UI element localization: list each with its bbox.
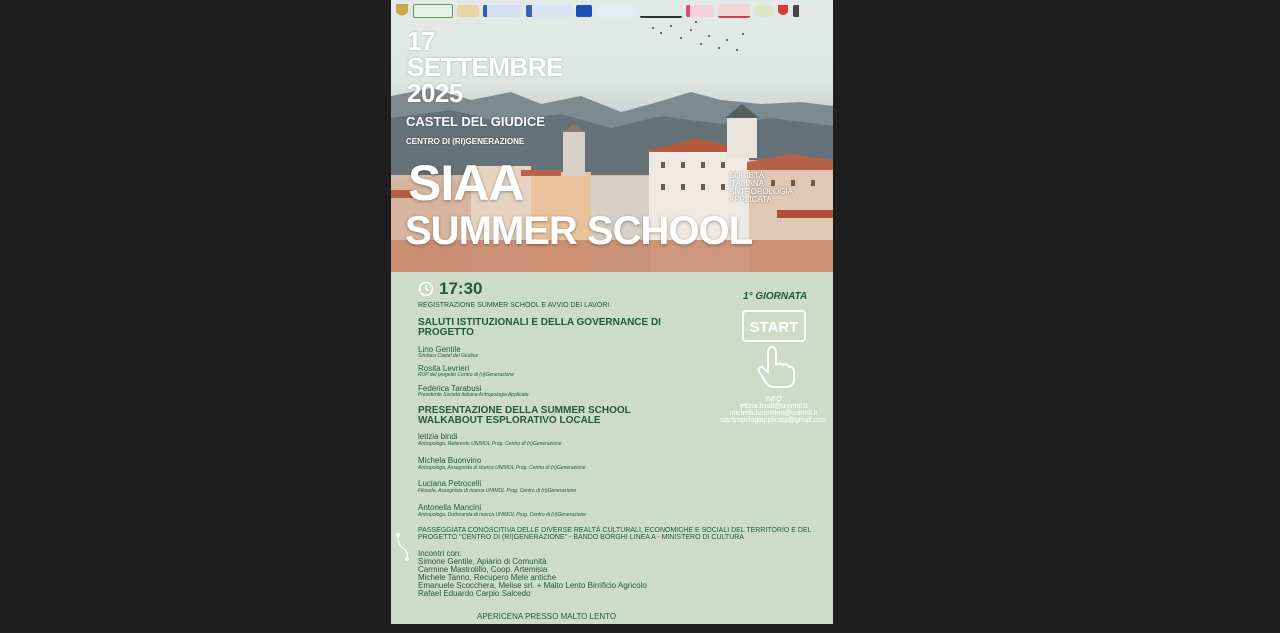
partner-logo-2 (483, 5, 521, 17)
list-item: Carmine Mastrolillo, Coop. Artemisia (418, 565, 548, 574)
partner-logo-3 (755, 5, 773, 17)
list-item: Emanuele Scocchera, Melise srl. + Malto Lento Birrificio Agricolo (418, 581, 647, 590)
list-item: Rafael Eduardo Carpio Salcedo (418, 589, 531, 598)
event-title: SUMMER SCHOOL (405, 209, 752, 253)
speaker-name: Michela Buonvino (418, 456, 482, 465)
day-label: 1° GIORNATA (743, 291, 808, 302)
aperitif-text: APERICENA PRESSO MALTO LENTO (477, 612, 617, 621)
meetings-label: Incontri con: (418, 549, 462, 558)
comune-crest-logo (395, 3, 409, 19)
org-full-name: SOCIETÀ ITALIANA ANTROPOLOGIA APPLICATA (729, 171, 794, 204)
start-hand-icon (741, 309, 807, 389)
speaker-name: Rosita Levrieri (418, 364, 470, 373)
abitare-logo (793, 5, 829, 17)
event-poster (391, 0, 833, 624)
event-year: 2025 (407, 78, 463, 108)
speaker-role: Filosofa, Assegnista di ricerca UNIMOL Prog. Centro di (ri)Generazione (418, 488, 577, 494)
eu-flag-logo (576, 5, 592, 17)
speaker-role: Antropologa, Dottoranda di ricerca UNIMOL Prog. Centro di (ri)Generazione (418, 512, 587, 518)
centro-rigenerazione-logo (413, 4, 453, 18)
icr-logo (686, 5, 714, 17)
speaker-role: Antropologa, Referente UNIMOL Prog. Centro di (ri)Generazione (418, 441, 562, 447)
partner-logo-4 (777, 4, 789, 18)
list-item: Michele Tanno, Recupero Mele antiche (418, 573, 557, 582)
registration-text: REGISTRAZIONE SUMMER SCHOOL E AVVIO DEI LAVORI (418, 302, 610, 309)
clock-icon (418, 281, 434, 297)
speaker-name: Federica Tarabusi (418, 384, 482, 393)
meetings-list (418, 550, 647, 598)
walking-path-icon (395, 532, 415, 562)
suni-logo (640, 4, 682, 18)
partner-logo-1 (457, 5, 479, 17)
event-date (407, 28, 563, 106)
event-day: 17 (407, 26, 435, 56)
partner-logo-5 (596, 5, 636, 17)
greetings-title: SALUTI ISTITUZIONALI E DELLA GOVERNANCE DI PROGETTO (418, 317, 661, 338)
info-block: INFO letizia.bindi@unimol.it michela.buonvino@unimol.it siantropologiapplicata@gmail.com (711, 396, 833, 424)
walk-description: PASSEGGIATA CONOSCITIVA DELLE DIVERSE REALTÀ CULTURALI, ECONOMICHE E SOCIALI DEL TERRITORIO E DEL PROGETTO "CENTRO DI (RI)GENERAZIONE" - BANDO BORGHI LINEA A - MINISTERO DI CULTURA (418, 527, 812, 541)
speaker-role: Antropologa, Assegnista di ricerca UNIMOL Prog. Centro di (ri)Generazione (418, 465, 586, 471)
presentation-title: PRESENTAZIONE DELLA SUMMER SCHOOL WALKABOUT ESPLORATIVO LOCALE (418, 405, 631, 426)
org-acronym: SIAA (408, 155, 524, 211)
partner-logos-bar (391, 0, 833, 22)
speaker-role: Sindaco Castel del Giudice (418, 353, 479, 359)
scuola-logo (718, 4, 750, 18)
speaker-name: Luciana Petrocelli (418, 479, 482, 488)
speaker-role: Presidente Società Italiana Antropologia Applicata (418, 392, 529, 398)
speaker-name: Antonella Mancini (418, 503, 482, 512)
ministero-cultura-logo (526, 5, 572, 17)
event-center: CENTRO DI (RI)GENERAZIONE (406, 137, 525, 146)
event-place: CASTEL DEL GIUDICE (406, 114, 545, 129)
speaker-role: RUP del progetto Centro di (ri)Generazione (418, 372, 514, 378)
hero-photo (391, 0, 833, 272)
list-item: Simone Gentile, Apiario di Comunità (418, 557, 547, 566)
event-month: SETTEMBRE (407, 52, 563, 82)
start-label: START (749, 319, 799, 336)
info-email[interactable]: siantropologiapplicata@gmail.com (720, 417, 827, 424)
speaker-name: letizia bindi (418, 432, 458, 441)
start-time: 17:30 (439, 279, 483, 298)
speaker-name: Lino Gentile (418, 345, 461, 354)
info-email[interactable]: michela.buonvino@unimol.it (729, 410, 818, 417)
info-email[interactable]: letizia.bindi@unimol.it (739, 403, 808, 410)
